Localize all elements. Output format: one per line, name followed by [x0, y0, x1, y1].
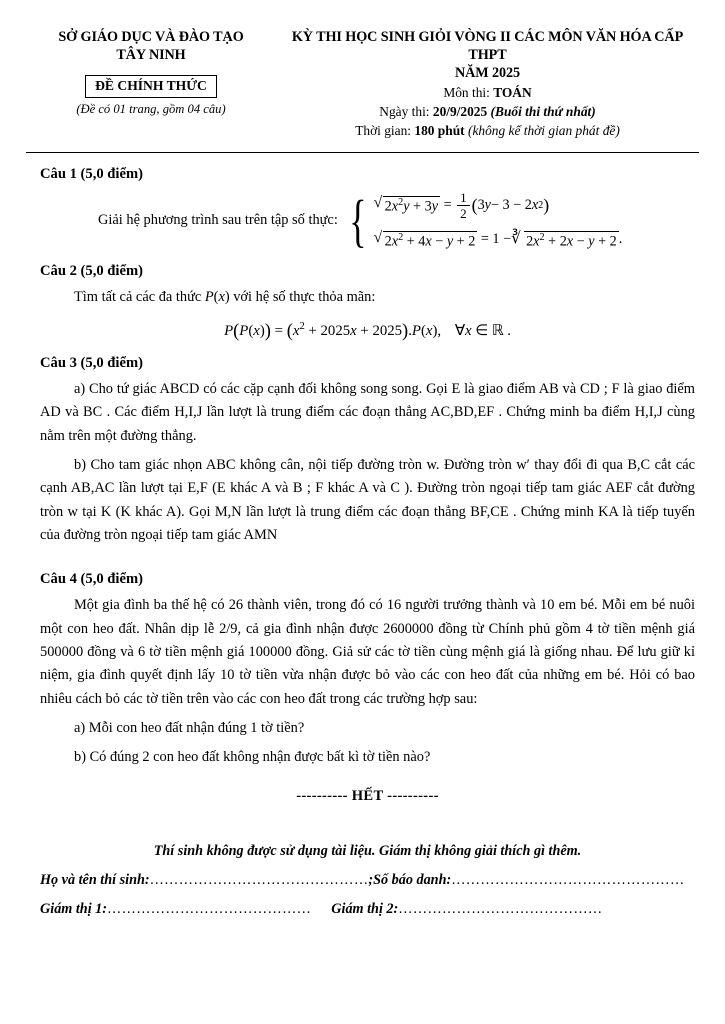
question-4-part-b: b) Có đúng 2 con heo đất không nhận được bất kì tờ tiền nào?	[74, 749, 431, 766]
invigilator-line	[40, 901, 695, 918]
candidate-sbd-label: ;Số báo danh:	[368, 871, 452, 888]
document-header	[0, 0, 725, 141]
question-1-period: .	[618, 231, 623, 248]
date-label: Ngày thi:	[379, 103, 430, 119]
exam-title: KỲ THI HỌC SINH GIỎI VÒNG II CÁC MÔN VĂN HÓA CẤP THPT	[291, 29, 684, 64]
question-1-body	[40, 187, 695, 253]
date-value: 20/9/2025	[432, 103, 488, 119]
header-left-block	[26, 26, 276, 141]
province-name: TÂY NINH	[116, 47, 186, 64]
date-row	[276, 102, 699, 121]
time-row	[276, 121, 699, 140]
question-2-equation: $P(P(x)) = (x^2 + 2025x + 2025).P(x)$, ∀x ∈ ℝ .	[224, 320, 511, 341]
time-value: 180 phút	[414, 123, 465, 139]
question-1-equations	[374, 191, 619, 250]
exam-content	[0, 166, 725, 918]
exam-instructions-note: Thí sinh không được sử dụng tài liệu. Giám thị không giải thích gì thêm.	[153, 842, 582, 859]
official-exam-badge: ĐỀ CHÍNH THỨC	[85, 75, 217, 98]
time-note: (không kể thời gian phát đề)	[467, 123, 620, 139]
candidate-sbd-dots: …………………………………………	[451, 871, 685, 888]
end-marker: ---------- HẾT ----------	[296, 787, 439, 804]
question-2-prompt: Tìm tất cả các đa thức P(x) với hệ số thực thỏa mãn:	[74, 289, 376, 306]
question-1-title: Câu 1 (5,0 điểm)	[40, 165, 143, 182]
question-4-body: Một gia đình ba thế hệ có 26 thành viên, trong đó có 16 người trưởng thành và 10 em bé. Mỗi em bé nuôi một con heo đất. Nhân dịp lễ 2/9, cả gia đình nhận được 2600000 đồng từ Chính phủ gồm 4 tờ tiền mệnh giá 500000 đồng và 6 tờ tiền mệnh giá 100000 đồng. Giả sử các tờ tiền cùng mệnh giá là giống nhau. Để lưu giữ kỉ niệm, gia đình quyết định lấy 10 tờ tiền vừa nhận được bỏ vào các con heo đất của những em bé. Hỏi có bao nhiêu cách bỏ các tờ tiền trên vào các con heo đất trong các trường hợp sau:	[40, 597, 695, 707]
header-right-block	[276, 26, 699, 141]
invigilator-2-label: Giám thị 2:	[331, 900, 399, 917]
question-3-part-b: b) Cho tam giác nhọn ABC không cân, nội tiếp đường tròn w. Đường tròn w′ thay đổi đi qua B,C cắt các cạnh AB,AC lần lượt tại E,F (E khác A và B ; F khác A và C ). Đường tròn ngoại tiếp tam giác AEF cắt đường tròn w tại K (K khác A). Gọi M,N lần lượt là trung điểm các đoạn thẳng BF,CE . Chứng minh KA là tiếp tuyến của đường tròn ngoại tiếp tam giác AMN	[40, 456, 695, 543]
subject-value: TOÁN	[493, 84, 532, 100]
question-1-equation-1: √ $2x^2y + 3y$ = $\frac{1}{2}$ ( 3 y − 3 − 2 x 2 )	[374, 191, 619, 221]
question-4-part-a: a) Mỗi con heo đất nhận đúng 1 tờ tiền?	[74, 719, 305, 736]
header-divider	[26, 152, 699, 153]
department-name: SỞ GIÁO DỤC VÀ ĐÀO TẠO	[58, 29, 244, 45]
invigilator-2-dots: ……………………………………	[398, 900, 603, 917]
candidate-name-dots: ………………………………………	[149, 871, 369, 888]
candidate-name-label: Họ và tên thí sinh:	[40, 871, 150, 888]
invigilator-1-dots: ……………………………………	[107, 900, 312, 917]
exam-year: NĂM 2025	[454, 65, 520, 82]
invigilator-1-label: Giám thị 1:	[40, 900, 108, 917]
page-count-note: (Đề có 01 trang, gồm 04 câu)	[76, 102, 226, 117]
question-3-part-a: a) Cho tứ giác ABCD có các cặp cạnh đối không song song. Gọi E là giao điểm AB và CD ; F là giao điểm AD và BC . Các điểm H,I,J lần lượt là trung điểm các đoạn thẳng AC,BD,EF . Chứng minh ba điểm H,I,J cùng nằm trên một đường thẳng.	[40, 381, 695, 444]
date-note: (Buổi thi thứ nhất)	[490, 103, 596, 119]
question-4-title: Câu 4 (5,0 điểm)	[40, 571, 143, 588]
subject-label: Môn thi:	[443, 84, 490, 100]
candidate-info-line	[40, 872, 695, 889]
question-2-title: Câu 2 (5,0 điểm)	[40, 263, 143, 280]
question-1-prompt: Giải hệ phương trình sau trên tập số thực:	[98, 212, 338, 229]
question-3-title: Câu 3 (5,0 điểm)	[40, 355, 143, 371]
system-brace: {	[349, 187, 367, 253]
time-label: Thời gian:	[355, 123, 412, 139]
question-1-equation-2: √ $2x^2 + 4x - y + 2$ = 1 − ∛ $2x^2 + 2x - y + 2$	[374, 230, 619, 251]
subject-row	[276, 83, 699, 102]
